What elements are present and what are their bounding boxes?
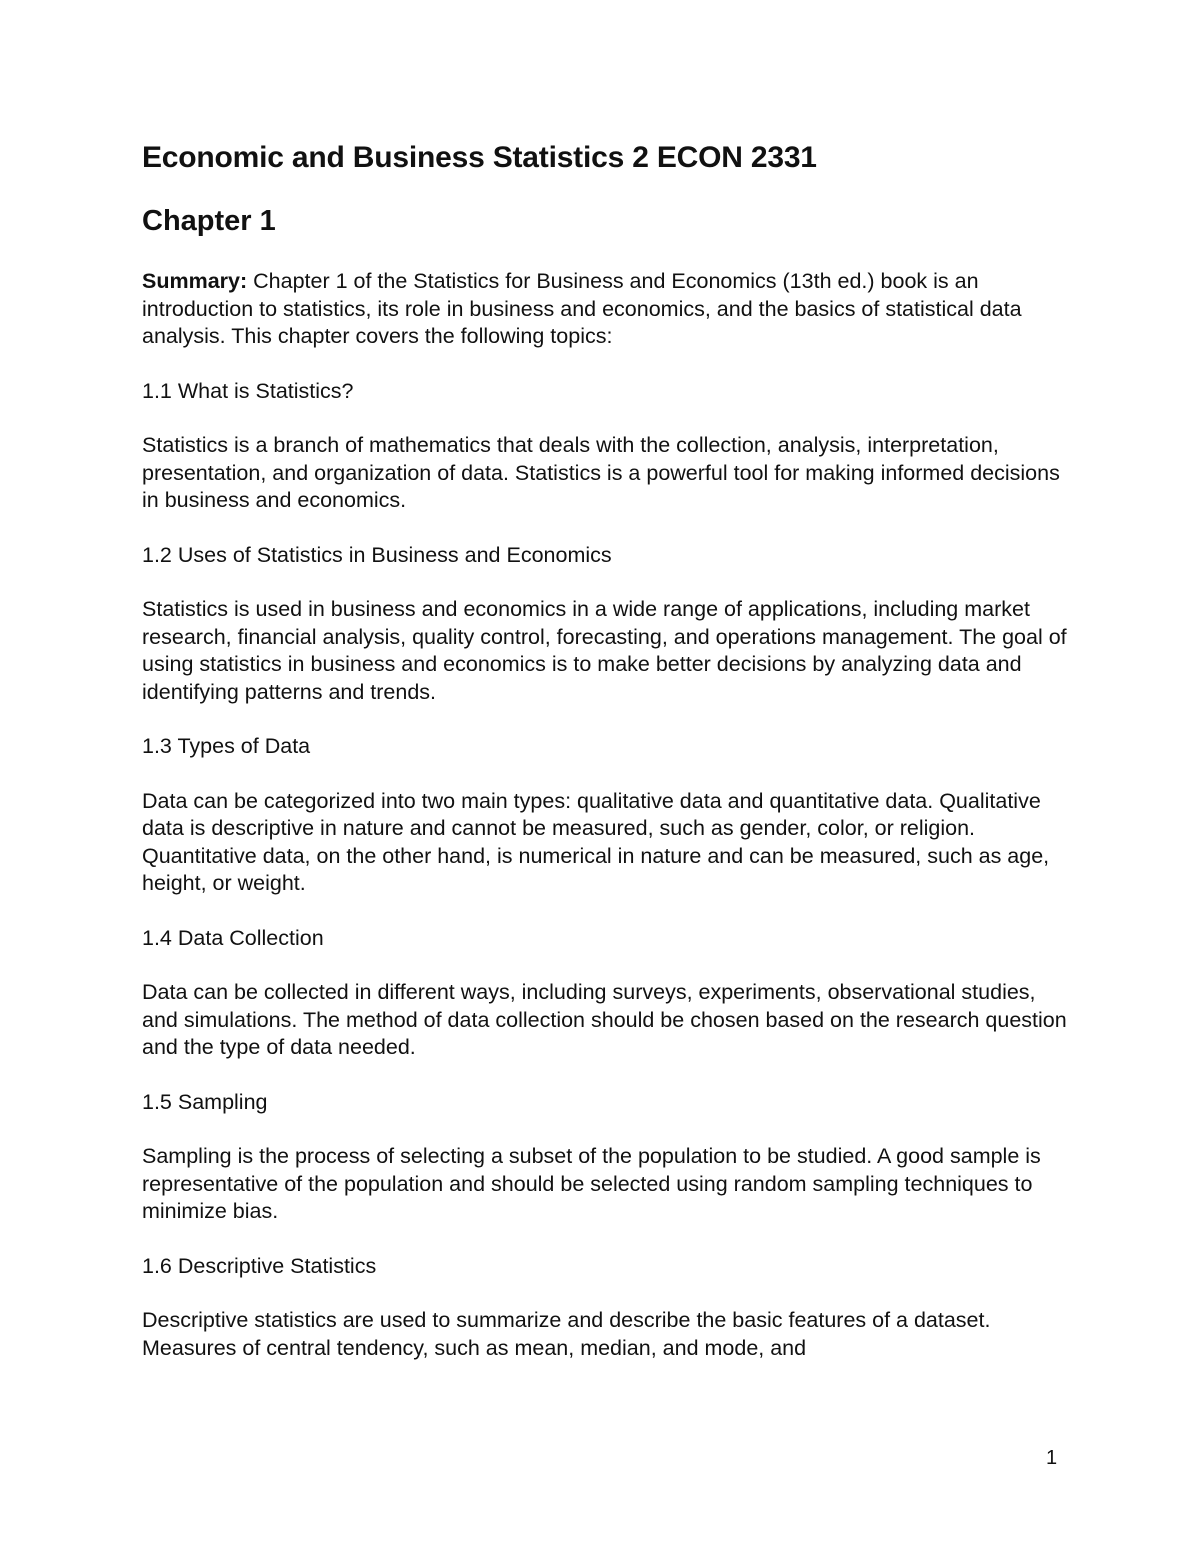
section-body-1-2: Statistics is used in business and economics in a wide range of applications, including market research, financial analysis, quality control, forecasting, and operations management. The goal of using statistics in business and economics is to make better decisions by analyzing data and identifying patterns and trends.: [142, 597, 1067, 704]
section-heading-1-6: 1.6 Descriptive Statistics: [142, 1253, 377, 1278]
summary-paragraph: [142, 268, 1072, 351]
section-heading-1-3: 1.3 Types of Data: [142, 734, 311, 758]
section-heading-1-1: 1.1 What is Statistics?: [142, 378, 354, 403]
page-content: [142, 138, 1072, 1362]
section-heading-1-2: 1.2 Uses of Statistics in Business and Economics: [142, 542, 612, 567]
section-body-1-3: Data can be categorized into two main types: qualitative data and quantitative data. Qualitative data is descriptive in nature and cannot be measured, such as gender, color, or religion. Quantitative data, on the other hand, is numerical in nature and can be measured, such as age, height, or weight.: [142, 788, 1050, 895]
chapter-title: Chapter 1: [142, 205, 276, 237]
section-heading-1-5: 1.5 Sampling: [142, 1089, 268, 1114]
summary-label: Summary:: [142, 269, 248, 293]
section-body-1-6: Descriptive statistics are used to summarize and describe the basic features of a dataset. Measures of central tendency, such as mean, median, and mode, and: [142, 1308, 991, 1360]
section-body-1-5: Sampling is the process of selecting a subset of the population to be studied. A good sample is representative of the population and should be selected using random sampling techniques to minimize bias.: [142, 1144, 1041, 1223]
section-body-1-4: Data can be collected in different ways, including surveys, experiments, observational studies, and simulations. The method of data collection should be chosen based on the research question and the type of data needed.: [142, 980, 1067, 1059]
section-body-1-1: Statistics is a branch of mathematics that deals with the collection, analysis, interpretation, presentation, and organization of data. Statistics is a powerful tool for making informed decisions in business and economics.: [142, 433, 1060, 512]
document-title: Economic and Business Statistics 2 ECON 2331: [142, 141, 817, 174]
page-number: 1: [1046, 1447, 1058, 1469]
summary-text: Chapter 1 of the Statistics for Business and Economics (13th ed.) book is an introduction to statistics, its role in business and economics, and the basics of statistical data analysis. This chapter covers the following topics:: [142, 269, 1022, 348]
section-heading-1-4: 1.4 Data Collection: [142, 925, 324, 950]
